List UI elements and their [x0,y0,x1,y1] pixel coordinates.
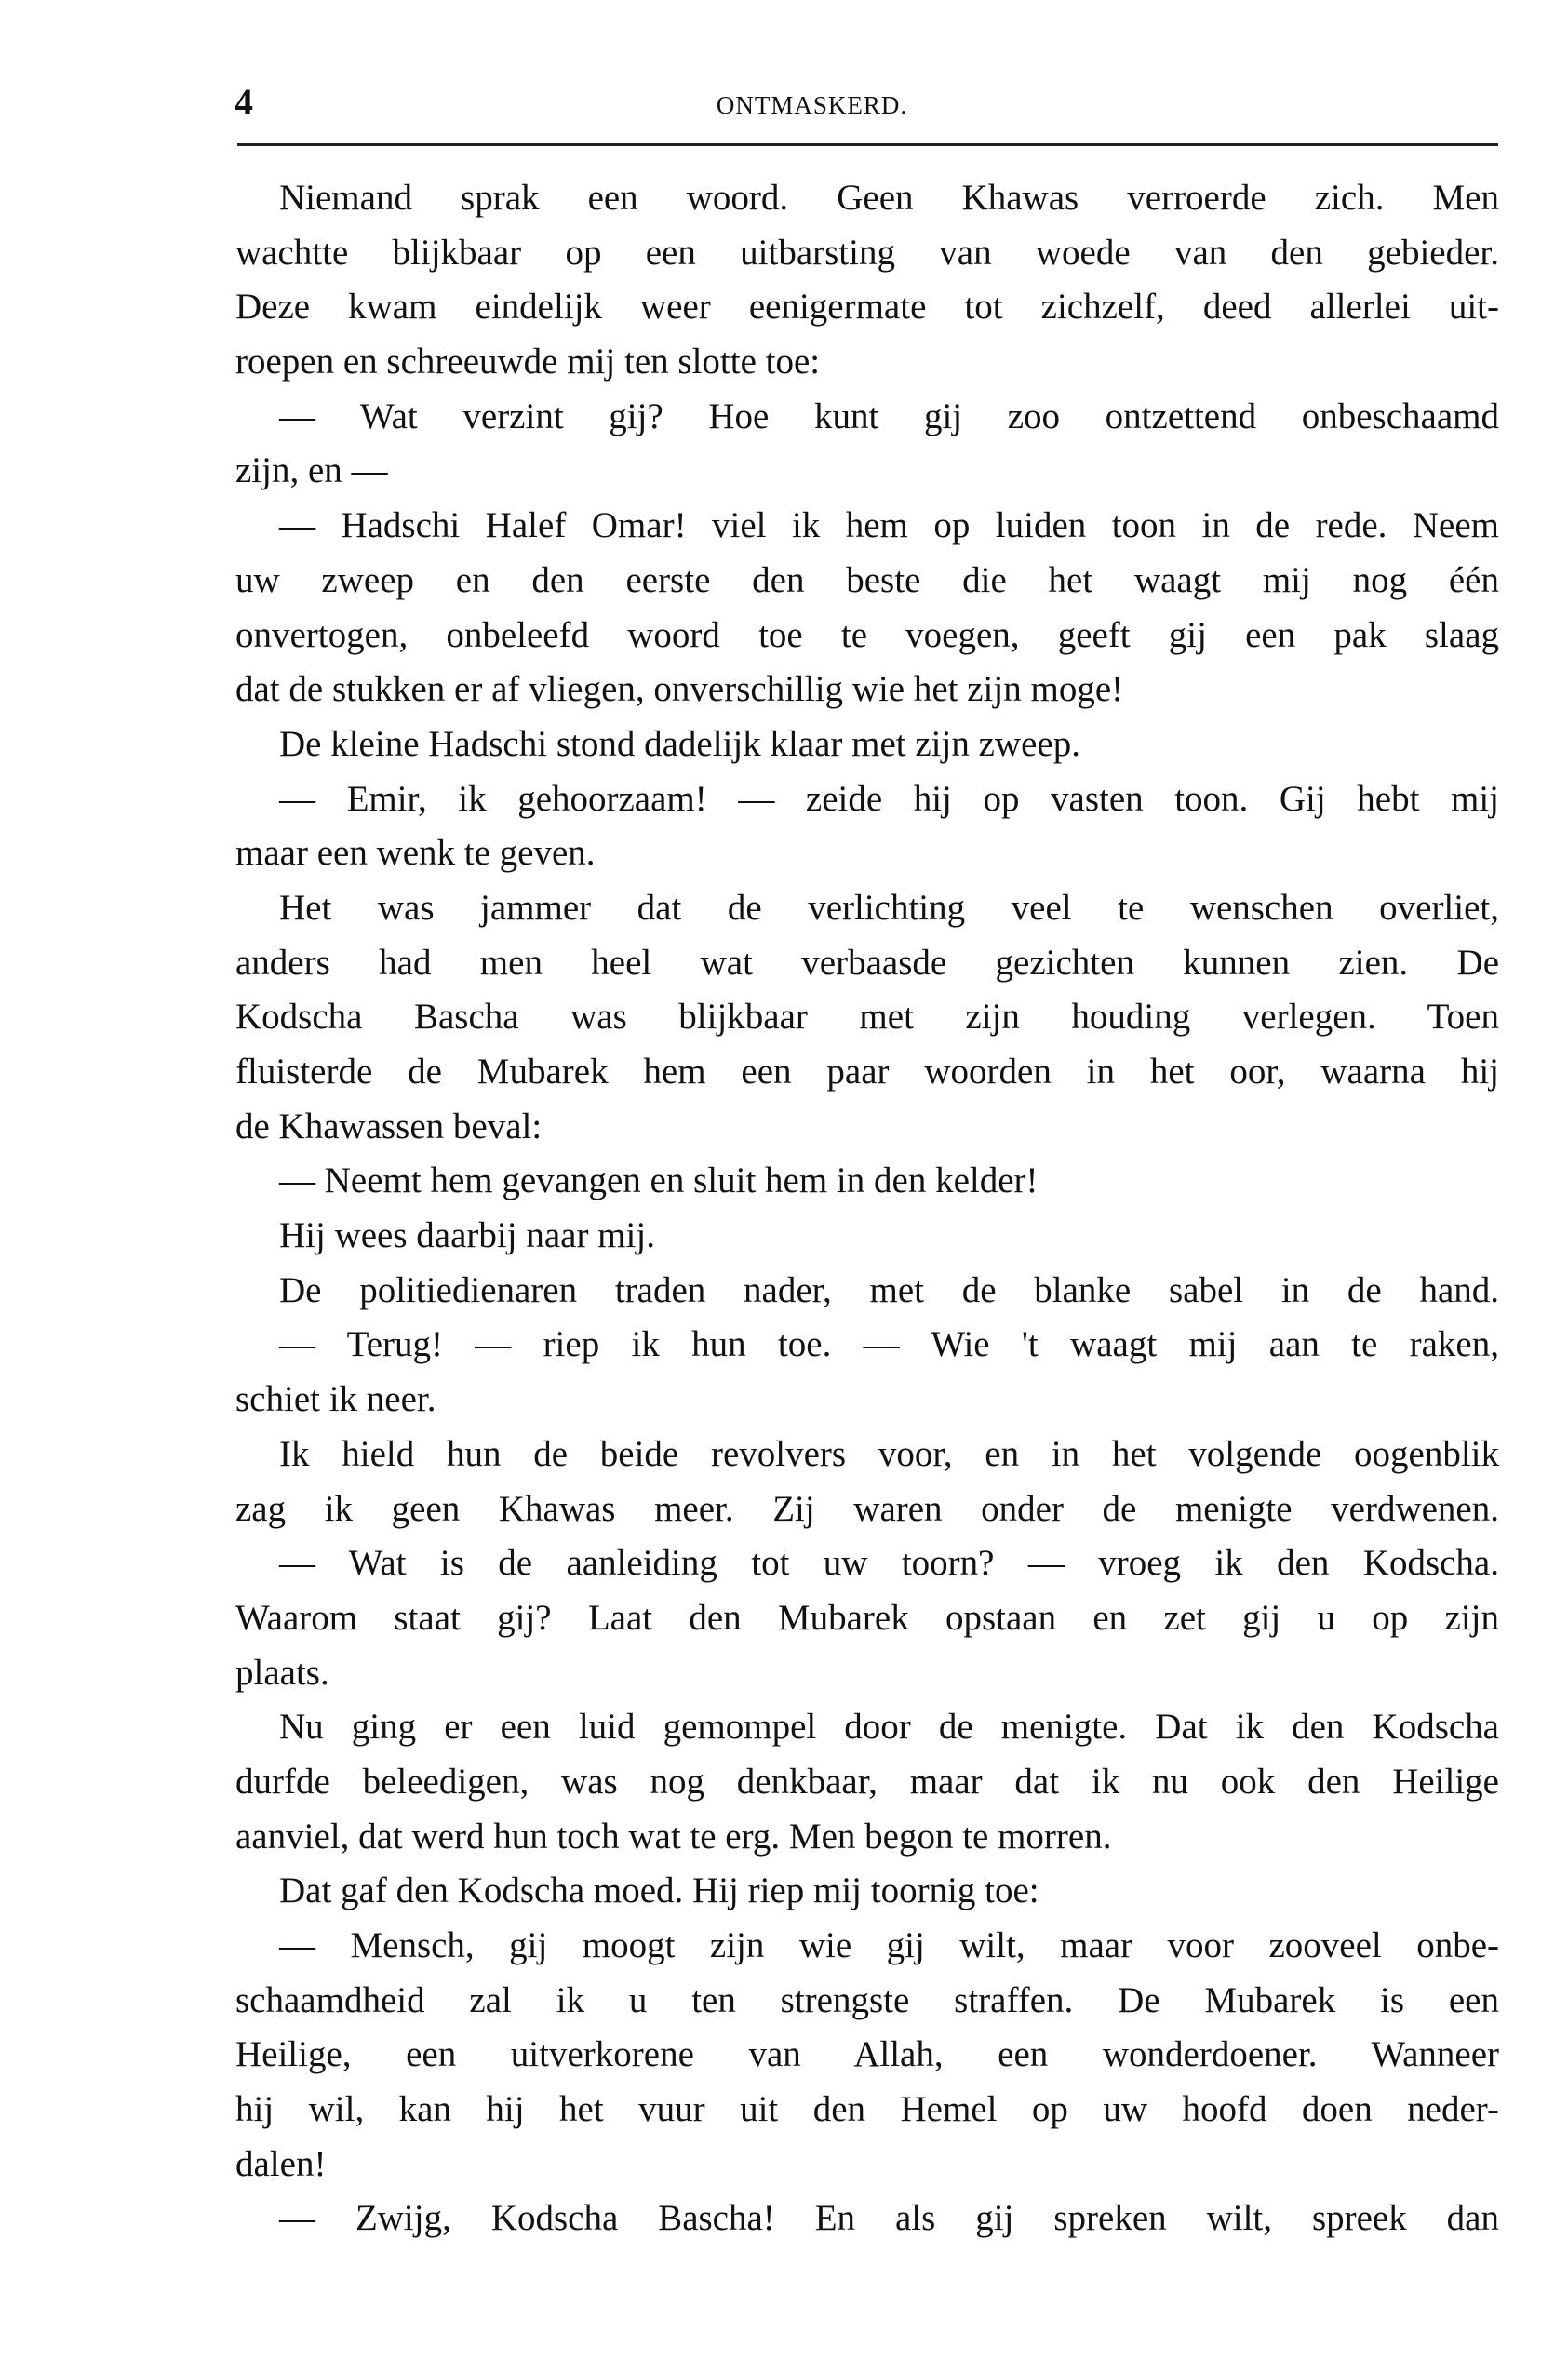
text-line: dalen! [235,2143,327,2184]
text-line: De kleine Hadschi stond dadelijk klaar met zijn zweep. [279,723,1080,764]
text-line: Hij wees daarbij naar mij. [279,1215,655,1256]
text-line: Niemand sprak een woord. Geen Khawas verroerde zich. Men [279,178,1499,218]
text-line: onvertogen, onbeleefd woord toe te voegen, geeft gij een pak slaag [235,614,1499,655]
text-line: Deze kwam eindelijk weer eenigermate tot zichzelf, deed allerlei uit- [235,287,1499,328]
text-line: — Wat is de aanleiding tot uw toorn? — vroeg ik den Kodscha. [279,1543,1499,1584]
text-line: dat de stukken er af vliegen, onverschillig wie het zijn moge! [235,669,1124,710]
text-line: Kodscha Bascha was blijkbaar met zijn houding verlegen. Toen [235,997,1499,1038]
text-line: zag ik geen Khawas meer. Zij waren onder de menigte verdwenen. [235,1488,1499,1529]
text-line: Waarom staat gij? Laat den Mubarek opstaan en zet gij u op zijn [235,1597,1499,1638]
text-line: durfde beleedigen, was nog denkbaar, maar dat ik nu ook den Heilige [235,1761,1499,1802]
text-line: zijn, en — [235,450,388,491]
text-line: aanviel, dat werd hun toch wat te erg. Men begon te morren. [235,1816,1112,1857]
text-line: maar een wenk te geven. [235,833,596,874]
text-line: Dat gaf den Kodscha moed. Hij riep mij toornig toe: [279,1870,1039,1911]
text-line: — Mensch, gij moogt zijn wie gij wilt, maar voor zooveel onbe- [279,1925,1499,1965]
text-line: Het was jammer dat de verlichting veel te wenschen overliet, [279,887,1499,928]
text-line: — Emir, ik gehoorzaam! — zeide hij op vasten toon. Gij hebt mij [279,778,1499,819]
text-line: schaamdheid zal ik u ten strengste straffen. De Mubarek is een [235,1979,1499,2020]
text-line: — Neemt hem gevangen en sluit hem in den kelder! [279,1160,1039,1201]
text-line: — Terug! — riep ik hun toe. — Wie 't waagt mij aan te raken, [279,1324,1499,1365]
text-line: Nu ging er een luid gemompel door de menigte. Dat ik den Kodscha [279,1707,1499,1748]
text-line: plaats. [235,1652,329,1693]
text-line: fluisterde de Mubarek hem een paar woorden in het oor, waarna hij [235,1052,1499,1092]
text-line: hij wil, kan hij het vuur uit den Hemel op uw hoofd doen neder- [235,2089,1499,2130]
text-line: Ik hield hun de beide revolvers voor, en in het volgende oogenblik [279,1433,1499,1474]
text-line: anders had men heel wat verbaasde gezichten kunnen zien. De [235,942,1499,983]
text-line: Heilige, een uitverkorene van Allah, een wonderdoener. Wanneer [235,2034,1499,2075]
text-line: wachtte blijkbaar op een uitbarsting van woede van den gebieder. [235,232,1499,273]
text-line: — Hadschi Halef Omar! viel ik hem op luiden toon in de rede. Neem [279,505,1499,546]
text-line: schiet ik neer. [235,1379,436,1420]
page-number: 4 [235,81,253,123]
text-line: De politiedienaren traden nader, met de blanke sabel in de hand. [279,1269,1499,1310]
text-line: uw zweep en den eerste den beste die het waagt mij nog één [235,559,1499,600]
running-title: ONTMASKERD. [716,91,908,119]
text-line: roepen en schreeuwde mij ten slotte toe: [235,342,821,382]
body-text [235,171,1499,2246]
text-line: de Khawassen beval: [235,1106,543,1146]
text-line: — Wat verzint gij? Hoe kunt gij zoo ontzettend onbeschaamd [279,396,1499,436]
header-rule [237,143,1498,146]
text-line: — Zwijg, Kodscha Bascha! En als gij spreken wilt, spreek dan [279,2198,1499,2239]
